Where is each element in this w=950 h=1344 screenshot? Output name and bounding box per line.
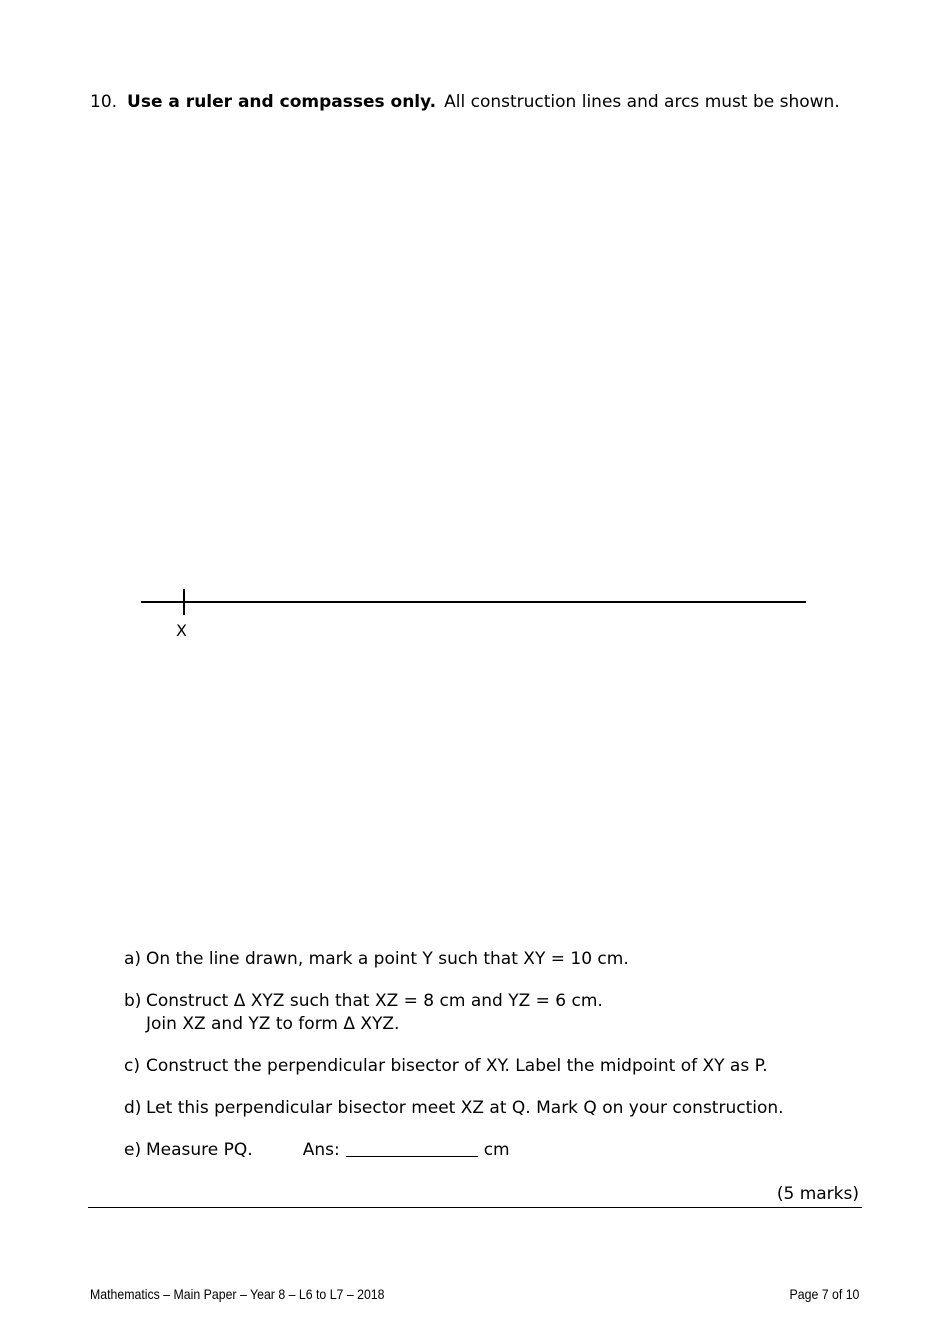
answer-label: Ans: (302, 1140, 340, 1160)
footer-title: Mathematics – Main Paper – Year 8 – L6 to L7 – 2018 (90, 1286, 385, 1302)
part-c (124, 1055, 784, 1078)
part-text: Join XZ and YZ to form Δ XYZ. (146, 1014, 400, 1034)
part-b (124, 990, 784, 1036)
section-divider (88, 1207, 862, 1208)
part-letter: c) (124, 1056, 140, 1076)
part-text: Construct Δ XYZ such that XZ = 8 cm and YZ = 6 cm. (146, 991, 603, 1011)
part-letter: d) (124, 1098, 142, 1118)
part-e (124, 1139, 784, 1162)
question-header (90, 90, 840, 114)
answer-unit: cm (483, 1140, 510, 1160)
point-x-label: X (176, 621, 187, 640)
part-letter: b) (124, 991, 142, 1011)
question-parts (124, 948, 784, 1181)
part-letter: e) (124, 1140, 142, 1160)
part-text: Construct the perpendicular bisector of XY. Label the midpoint of XY as P. (146, 1056, 768, 1076)
part-text: On the line drawn, mark a point Y such that XY = 10 cm. (146, 949, 629, 969)
footer-page-number: Page 7 of 10 (789, 1286, 859, 1302)
part-d (124, 1097, 784, 1120)
marks-label: (5 marks) (776, 1184, 859, 1204)
question-instruction: All construction lines and arcs must be shown. (444, 92, 840, 112)
part-letter: a) (124, 949, 142, 969)
question-instruction-bold: Use a ruler and compasses only. (127, 92, 437, 112)
part-a (124, 948, 784, 971)
question-number: 10. (90, 92, 118, 112)
part-text: Measure PQ. (146, 1140, 253, 1160)
answer-blank[interactable] (346, 1139, 478, 1157)
part-text: Let this perpendicular bisector meet XZ at Q. Mark Q on your construction. (146, 1098, 784, 1118)
